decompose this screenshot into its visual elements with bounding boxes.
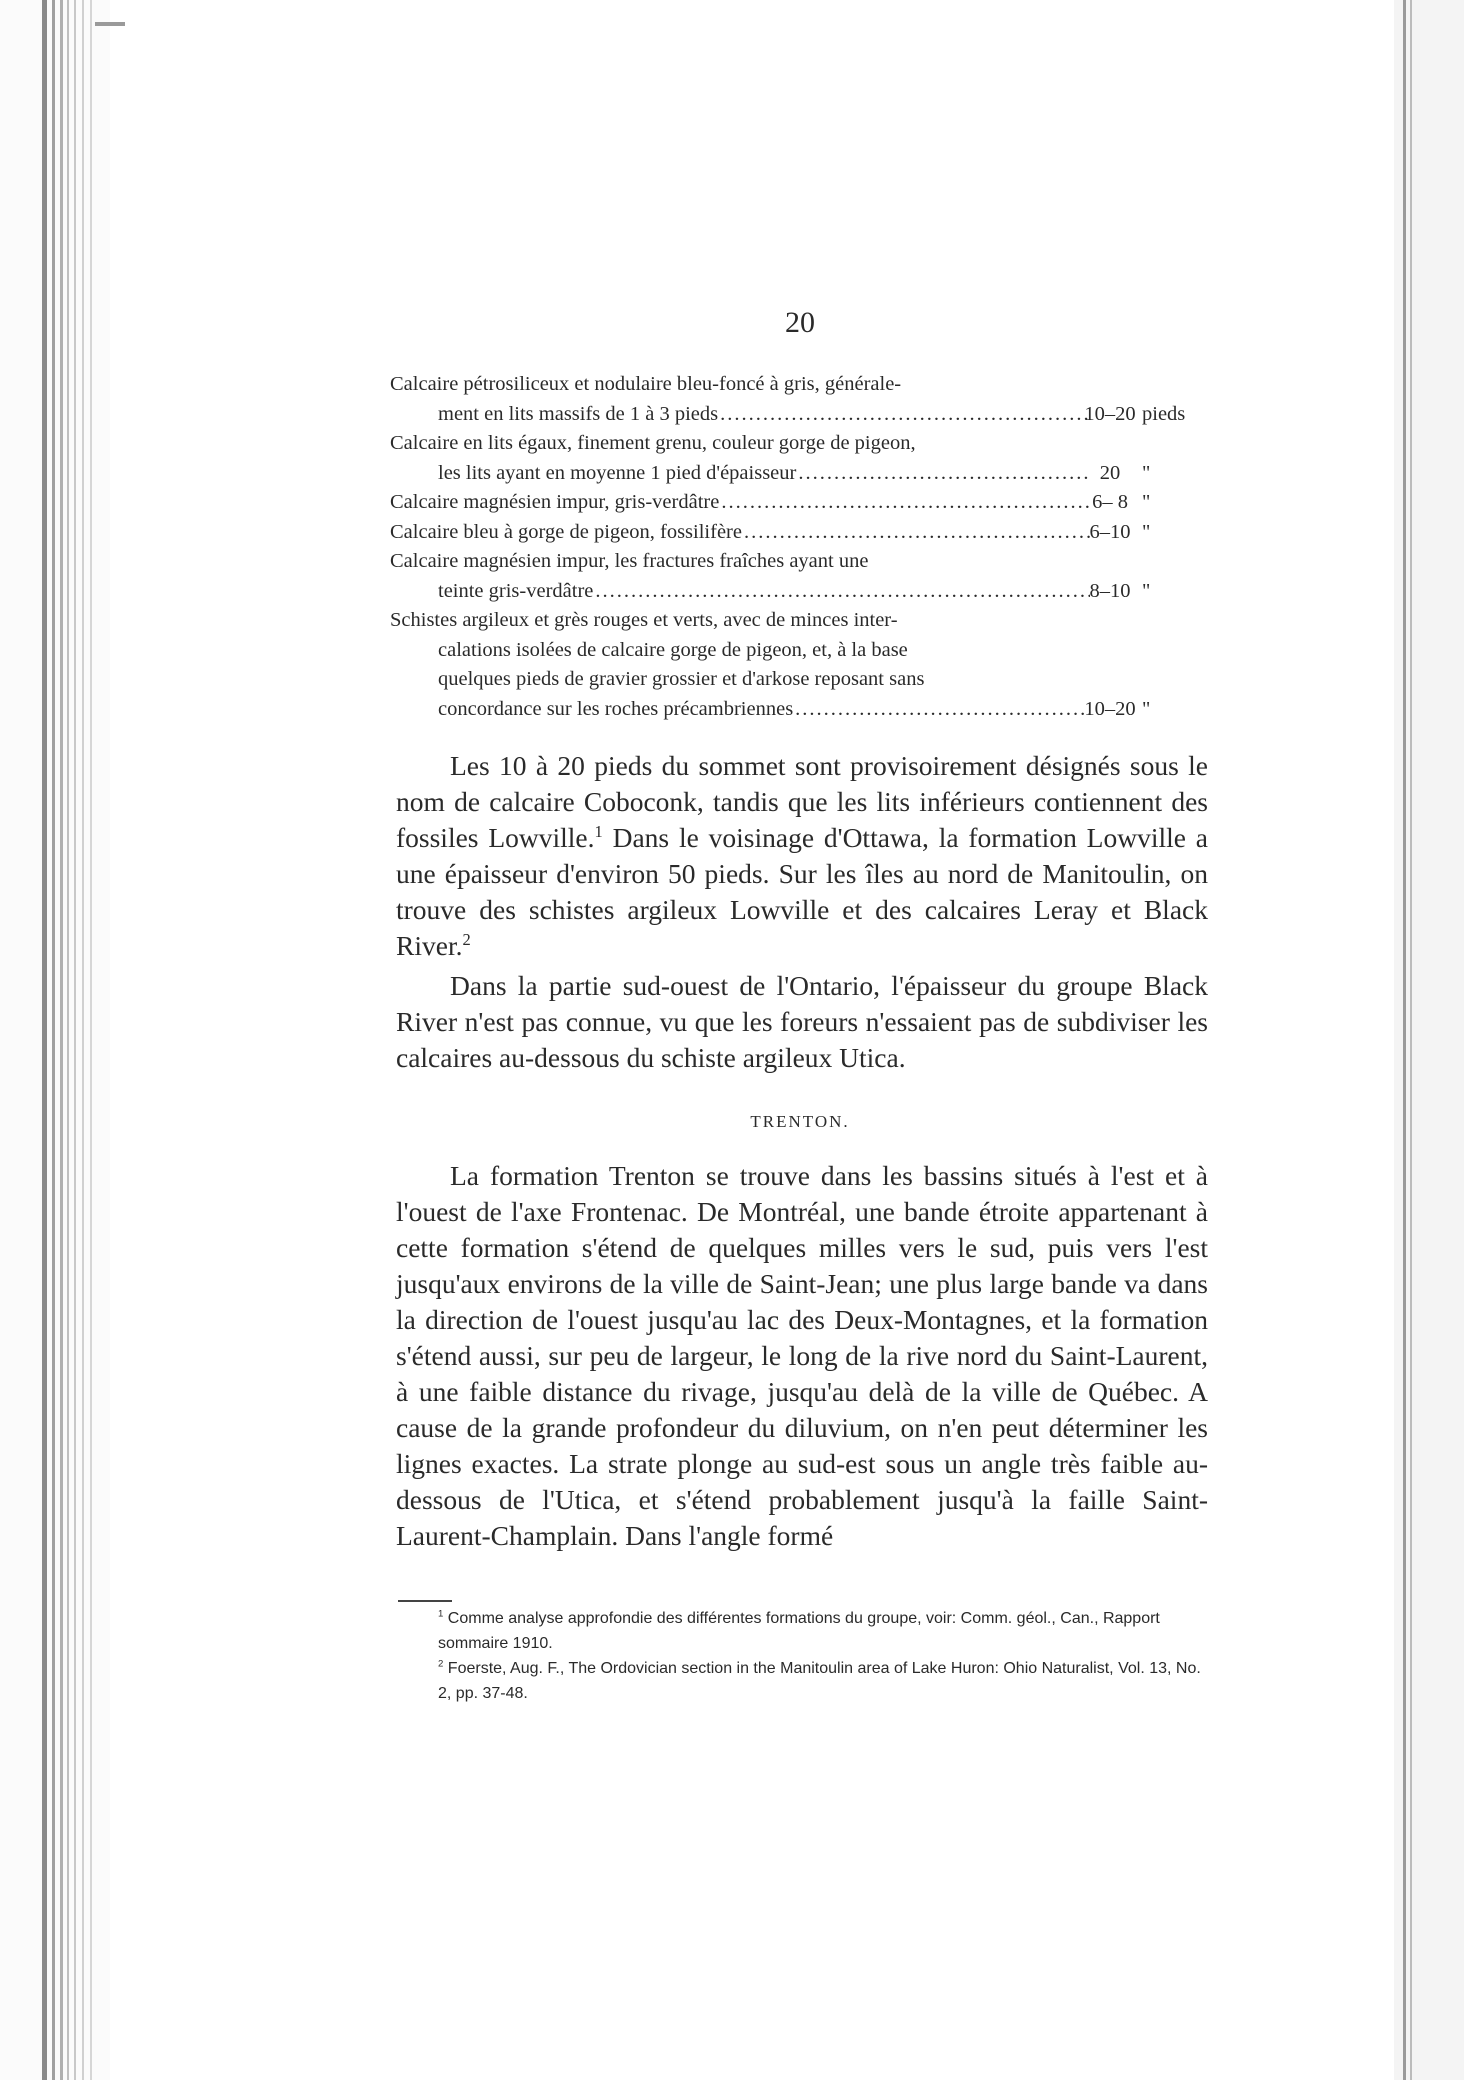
strat-description: Calcaire en lits égaux, finement grenu, couleur gorge de pigeon,: [390, 432, 916, 454]
strat-description: teinte gris-verdâtre: [438, 579, 594, 602]
paragraph-black-river: [396, 968, 1208, 1076]
page-edge-line: [90, 0, 92, 2080]
strat-row: [390, 547, 1210, 606]
page-edge-line: [60, 0, 63, 2080]
strat-line: [390, 577, 1100, 607]
strat-line: [390, 459, 1100, 489]
page-edge-line: [82, 0, 84, 2080]
footnote-1: [398, 1606, 1218, 1656]
strat-thickness: 20: [1099, 461, 1121, 484]
dot-leader: [744, 518, 1090, 548]
strat-description: ment en lits massifs de 1 à 3 pieds: [438, 402, 719, 425]
strat-unit: ": [1142, 461, 1151, 484]
page-edge-line: [67, 0, 69, 2080]
page-edge-mark: [95, 22, 125, 26]
strat-description: Calcaire pétrosiliceux et nodulaire bleu-foncé à gris, générale-: [390, 373, 902, 395]
strat-description: Calcaire magnésien impur, gris-verdâtre: [390, 491, 720, 513]
strat-row: [390, 518, 1210, 548]
strat-description: Calcaire bleu à gorge de pigeon, fossilifère: [390, 520, 742, 543]
strat-line: [390, 518, 1100, 548]
page-edge-line: [74, 0, 76, 2080]
strat-thickness: 10–20: [1084, 697, 1136, 720]
strat-row: [390, 370, 1210, 429]
dot-leader: [798, 459, 1090, 489]
page-edge-line: [42, 0, 47, 2080]
dot-leader: [595, 577, 1090, 607]
strat-line: [390, 695, 1100, 725]
strat-row: [390, 488, 1210, 518]
strat-unit: pieds: [1142, 402, 1186, 425]
strat-thickness: 8–10: [1089, 579, 1131, 602]
strat-thickness: 6– 8: [1092, 491, 1128, 513]
footnote-ref-2[interactable]: 2: [462, 929, 471, 949]
strat-thickness: 10–20: [1084, 402, 1136, 425]
page-edge-line: [52, 0, 55, 2080]
stratigraphic-section: [390, 370, 1210, 724]
strat-row: [390, 429, 1210, 488]
strat-unit: ": [1142, 491, 1151, 513]
footnote-ref-1[interactable]: 1: [594, 821, 603, 841]
para3-text: La formation Trenton se trouve dans les bassins situés à l'est et à l'ouest de l'axe Frontenac. De Montréal, une bande étroite appartenant à cette formation s'étend de quelques milles vers le sud, puis vers l'est jusqu'aux environs de la ville de Saint-Jean; une plus large bande va dans la direction de l'ouest jusqu'au lac des Deux-Montagnes, et la formation s'étend aussi, sur peu de largeur, le long de la rive nord du Saint-Laurent, à une faible distance du rivage, jusqu'au delà de la ville de Québec. A cause de la grande profondeur du diluvium, on n'en peut déterminer les lignes exactes. La strate plonge au sud-est sous un angle très faible au-dessous de l'Utica, et s'étend probablement jusqu'à la faille Saint-Laurent-Champlain. Dans l'angle formé: [396, 1160, 1208, 1551]
footnote-rule: [398, 1600, 452, 1602]
dot-leader: [795, 695, 1090, 725]
strat-description: concordance sur les roches précambriennes: [438, 697, 794, 720]
strat-line: [390, 488, 1100, 518]
strat-thickness: 6–10: [1089, 520, 1131, 543]
strat-description: calations isolées de calcaire gorge de pigeon, et, à la base: [438, 638, 908, 661]
para1-text-b: Dans le voisinage d'Ottawa, la formation Lowville a une épaisseur d'environ 50 pieds. Sur les îles au nord de Manitoulin, on trouve des schistes argileux Lowville et des calcaires Leray et Black River.: [396, 822, 1208, 961]
section-heading: TRENTON.: [750, 1112, 850, 1131]
strat-description: les lits ayant en moyenne 1 pied d'épaisseur: [438, 461, 797, 484]
right-edge-line: [1410, 0, 1412, 2080]
para2-text: Dans la partie sud-ouest de l'Ontario, l'épaisseur du groupe Black River n'est pas connue, vu que les foreurs n'essaient pas de subdiviser les calcaires au-dessous du schiste argileux Utica.: [396, 970, 1208, 1073]
page-number: 20: [785, 306, 815, 339]
paragraph-lowville: [396, 748, 1208, 964]
strat-unit: ": [1142, 579, 1151, 602]
book-edge: [0, 0, 110, 2080]
footnote-mark: 1: [438, 1608, 444, 1620]
footnote-text: Foerste, Aug. F., The Ordovician section in the Manitoulin area of Lake Huron: Ohio Naturalist, Vol. 13, No. 2, pp. 37-48.: [438, 1660, 1201, 1702]
paragraph-trenton: [396, 1158, 1208, 1554]
strat-line: [390, 400, 1100, 430]
strat-description: Calcaire magnésien impur, les fractures fraîches ayant une: [390, 550, 869, 572]
footnotes: [398, 1606, 1218, 1706]
strat-description: Schistes argileux et grès rouges et verts, avec de minces inter-: [390, 609, 898, 631]
dot-leader: [720, 400, 1090, 430]
right-edge-line: [1403, 0, 1406, 2080]
strat-unit: ": [1142, 697, 1151, 720]
footnote-mark: 2: [438, 1658, 444, 1670]
strat-unit: ": [1142, 520, 1151, 543]
strat-row: [390, 606, 1210, 724]
strat-description: quelques pieds de gravier grossier et d'arkose reposant sans: [438, 668, 925, 690]
dot-leader: [721, 488, 1090, 518]
footnote-2: [398, 1656, 1218, 1706]
para1-text-a: Les 10 à 20 pieds du sommet sont provisoirement désignés sous le nom de calcaire Coboconk, tandis que les lits inférieurs contiennent des fossiles Lowville.: [396, 750, 1208, 853]
footnote-text: Comme analyse approfondie des différentes formations du groupe, voir: Comm. géol., Can., Rapport sommaire 1910.: [438, 1610, 1160, 1652]
